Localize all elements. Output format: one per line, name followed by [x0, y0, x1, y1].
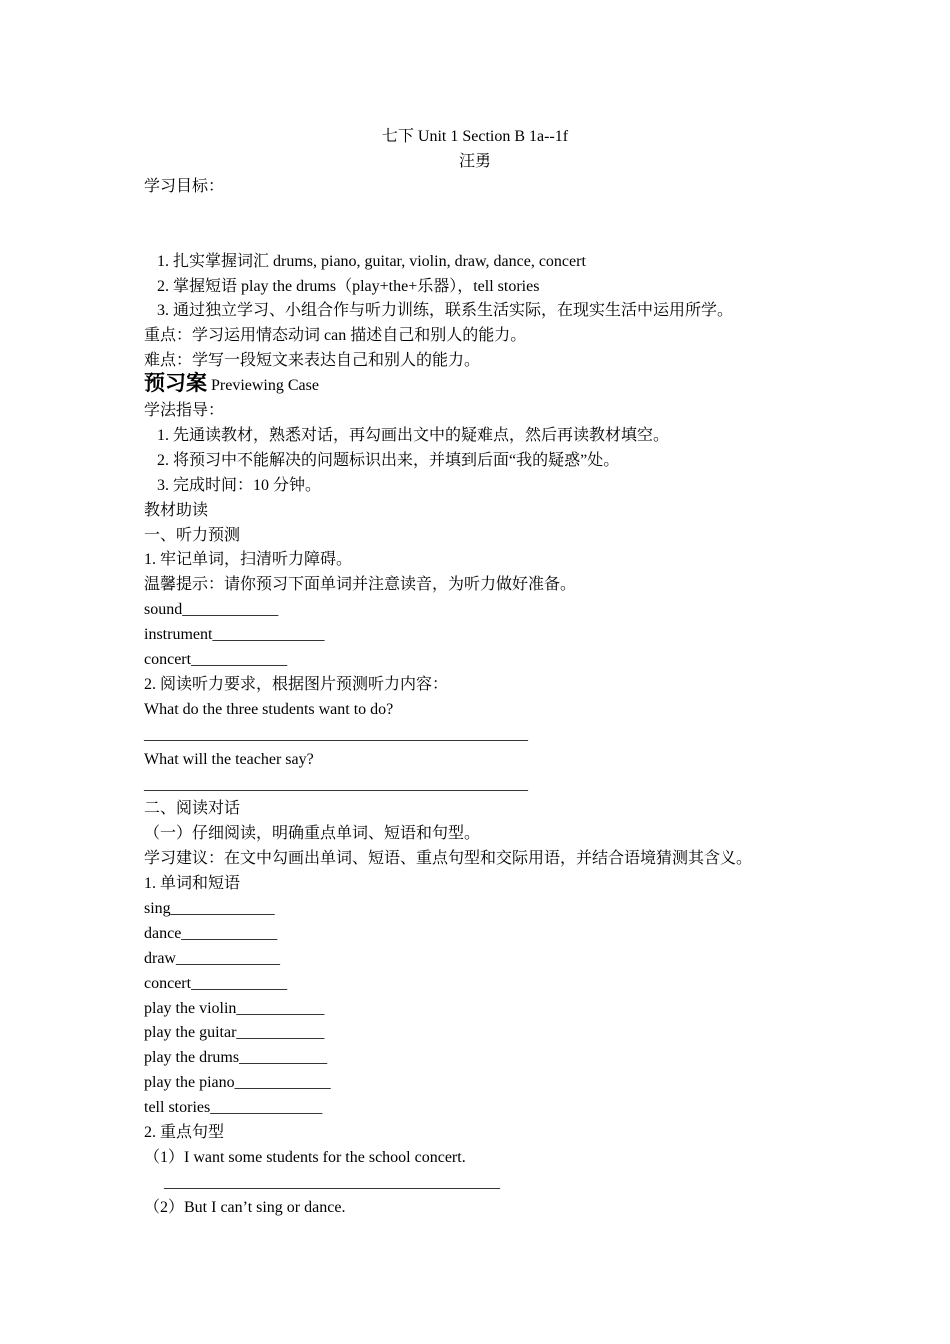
question: What will the teacher say?	[144, 751, 314, 768]
guide-item: 3. 完成时间：10 分钟。	[157, 477, 322, 494]
answer-blank[interactable]: ________________________________________________	[144, 776, 528, 793]
listening-heading: 一、听力预测	[144, 527, 241, 544]
key-sentence: （1）I want some students for the school concert.	[144, 1149, 466, 1166]
objective-item: 3. 通过独立学习、小组合作与听力训练，联系生活实际，在现实生活中运用所学。	[157, 302, 734, 319]
reading-subheading: （一）仔细阅读，明确重点单词、短语和句型。	[144, 825, 481, 842]
phrase-blank[interactable]: play the drums___________	[144, 1049, 328, 1066]
listening-step1: 1. 牢记单词，扫清听力障碍。	[144, 551, 353, 568]
objective-item: 2. 掌握短语 play the drums（play+the+乐器），tell stories	[157, 278, 540, 295]
phrase-blank[interactable]: play the piano____________	[144, 1074, 331, 1091]
listening-step2: 2. 阅读听力要求，根据图片预测听力内容：	[144, 676, 449, 693]
sentences-heading: 2. 重点句型	[144, 1124, 225, 1141]
vocab-blank[interactable]: sound____________	[144, 601, 279, 618]
textbook-heading: 教材助读	[144, 502, 209, 519]
key-sentence: （2）But I can’t sing or dance.	[144, 1199, 346, 1216]
phrase-blank[interactable]: play the guitar___________	[144, 1024, 325, 1041]
objective-item: 1. 扎实掌握词汇 drums, piano, guitar, violin, draw, dance, concert	[157, 253, 586, 270]
translation-blank[interactable]: __________________________________________	[164, 1174, 500, 1191]
guide-item: 1. 先通读教材，熟悉对话，再勾画出文中的疑难点，然后再读教材填空。	[157, 427, 670, 444]
key-point: 重点：学习运用情态动词 can 描述自己和别人的能力。	[144, 327, 527, 344]
document-title: 七下 Unit 1 Section B 1a--1f	[381, 128, 569, 145]
document-author: 汪勇	[458, 153, 491, 170]
preview-section-title	[144, 373, 319, 396]
answer-blank[interactable]: ________________________________________________	[144, 726, 528, 743]
phrase-blank[interactable]: dance____________	[144, 925, 278, 942]
vocab-blank[interactable]: instrument______________	[144, 626, 325, 643]
preview-title-cn: 预习案	[144, 371, 207, 395]
question: What do the three students want to do?	[144, 701, 394, 718]
phrase-blank[interactable]: draw_____________	[144, 950, 280, 967]
vocab-blank[interactable]: concert____________	[144, 651, 288, 668]
reading-advice: 学习建议：在文中勾画出单词、短语、重点句型和交际用语，并结合语境猜测其含义。	[144, 850, 753, 867]
phrase-blank[interactable]: sing_____________	[144, 900, 275, 917]
guide-item: 2. 将预习中不能解决的问题标识出来，并填到后面“我的疑惑”处。	[157, 452, 620, 469]
reading-heading: 二、阅读对话	[144, 800, 241, 817]
phrase-blank[interactable]: play the violin___________	[144, 1000, 325, 1017]
phrase-blank[interactable]: concert____________	[144, 975, 288, 992]
objectives-heading: 学习目标：	[144, 178, 225, 195]
preview-title-en: Previewing Case	[207, 377, 319, 394]
listening-tip: 温馨提示：请你预习下面单词并注意读音，为听力做好准备。	[144, 576, 577, 593]
guide-heading: 学法指导：	[144, 402, 225, 419]
difficulty-point: 难点：学写一段短文来表达自己和别人的能力。	[144, 352, 481, 369]
words-heading: 1. 单词和短语	[144, 875, 241, 892]
phrase-blank[interactable]: tell stories______________	[144, 1099, 323, 1116]
